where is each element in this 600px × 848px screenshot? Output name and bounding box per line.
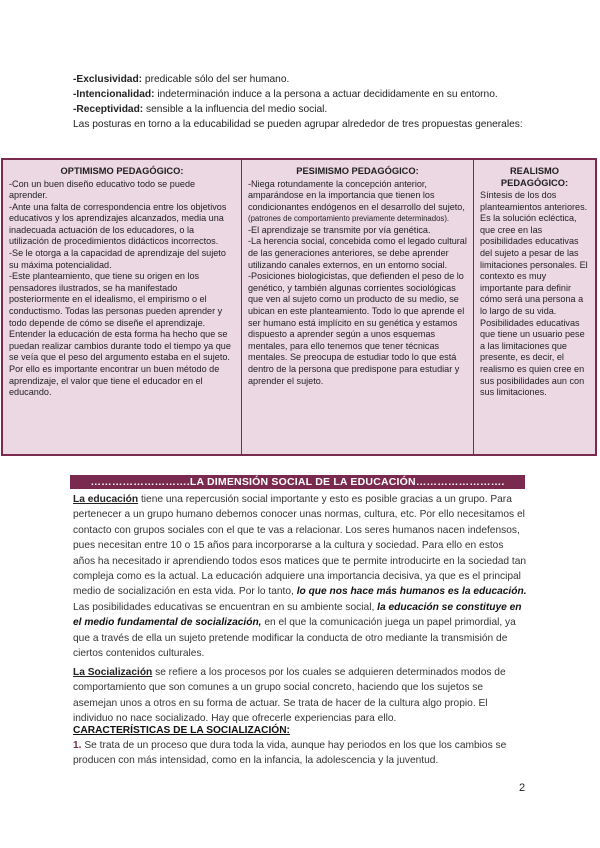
realismo-title: REALISMO PEDAGÓGICO: bbox=[500, 166, 569, 188]
page-number: 2 bbox=[519, 782, 526, 794]
intro-item-exclusividad: -Exclusividad: predicable sólo del ser humano. bbox=[73, 74, 290, 85]
pesimismo-column bbox=[241, 160, 473, 454]
optimismo-column bbox=[3, 160, 241, 454]
intro-item-receptividad: -Receptividad: sensible a la influencia del medio social. bbox=[73, 104, 328, 115]
section-banner: ……………………….LA DIMENSIÓN SOCIAL DE LA EDUCACIÓN……………………. bbox=[70, 475, 525, 489]
optimismo-text: -Con un buen diseño educativo todo se puede aprender. -Ante una falta de correspondencia entre los objetivos educativos y los aprendizajes alcanzados, media una inadecuada actuación de los educadores, o la utilización de procedimientos didácticos incorrectos. -Se le otorga a la capacidad de aprendizaje del sujeto su máxima potencialidad. -Este planteamiento, que tiene su origen en los pensadores ilustrados, se ha manifestado posteriormente en el idealismo, el empirismo o el conductismo. Todas las personas pueden aprender y todo depende de cómo se diseñe el aprendizaje. Entender la educación de esta forma ha hecho que se puedan realizar cambios durante todo el tiempo ya que se veía que el peso del argumento estaba en el sujeto. Por ello es importante encontrar un buen método de aprendizaje, el valor que tiene el educador en el educando. bbox=[9, 178, 231, 398]
intro-block bbox=[73, 72, 533, 132]
realismo-text: Síntesis de los dos planteamientos anteriores. Es la solución ecléctica, que cree en las posibilidades educativas del sujeto a pesar de las limitaciones personales. El contexto es muy importante para definir cómo será una persona a lo largo de su vida. Posibilidades educativas que tiene un usuario pese a las limitaciones que presente, es decir, el realismo es quien cree en sus posibilidades aun con sus limitaciones. bbox=[480, 190, 588, 398]
intro-closing: Las posturas en torno a la educabilidad se pueden agrupar alrededor de tres propuestas generales: bbox=[73, 119, 523, 130]
educacion-paragraph: La educación tiene una repercusión social importante y esto es posible gracias a un grupo. Para pertenecer a un grupo humano debemos conocer unas normas, cultura, etc. Por ello necesitamos el contacto con grupos sociales con el que te vas a relacionar. Los seres humanos nacen indefensos, pues necesitan entre 10 o 15 años para incorporarse a la cultura y sociedad. Para ello en estos años ha necesitado ir aprendiendo todos esos matices que te permite introducirte en la sociedad tan compleja como es la actual. La educación adquiere una importancia decisiva, ya que es el principal medio de socialización en esta vida. Por lo tanto, lo que nos hace más humanos es la educación. Las posibilidades educativas se encuentran en su ambiente social, la educación se constituye en el medio fundamental de socialización, en el que la comunicación juega un papel primordial, ya que a través de ella un sujeto pretende modificar la conducta de otro mediante la transmisión de ciertos contenidos culturales. bbox=[73, 494, 527, 660]
caracteristicas-item-1: 1. Se trata de un proceso que dura toda la vida, aunque hay periodos en los que los cambios se producen con más intensidad, como en la infancia, la adolescencia y la juventud. bbox=[73, 740, 507, 767]
intro-item-intencionalidad: -Intencionalidad: indeterminación induce a la persona a actuar decididamente en su entorno. bbox=[73, 89, 498, 100]
optimismo-title: OPTIMISMO PEDAGÓGICO: bbox=[60, 166, 184, 176]
pesimismo-text: -Niega rotundamente la concepción anterior, amparándose en la importancia que tienen los condicionantes endógenos en el desarrollo del sujeto, (patrones de comportamiento previamente determinados). bbox=[248, 178, 465, 224]
socializacion-paragraph: La Socialización se refiere a los procesos por los cuales se adquieren determinados modos de comportamiento que son comunes a un grupo social concreto, haciendo que los sujetos se asemejan unos a otros en su forma de actuar. Se trata de hacer de la cultura algo propio. El individuo no nace socializado. Hay que ofrecerle experiencias para ello. bbox=[73, 667, 506, 725]
pesimismo-title: PESIMISMO PEDAGÓGICO: bbox=[296, 166, 419, 176]
postures-table bbox=[1, 158, 597, 456]
socializacion-term: La Socialización bbox=[73, 667, 153, 678]
realismo-column bbox=[473, 160, 595, 454]
educacion-term: La educación bbox=[73, 494, 139, 505]
caracteristicas-heading: CARACTERÍSTICAS DE LA SOCIALIZACIÓN: bbox=[73, 725, 290, 736]
pesimismo-text-cont: -El aprendizaje se transmite por vía genética. -La herencia social, concebida como el legado cultural de las generaciones anteriores, se debe aprender utilizando canales externos, en un entorno social. -Posiciones biologicistas, que defienden el peso de lo genético, y también algunas corrientes sociológicas que ven al sujeto como un producto de su medio, se ubican en este planteamiento. Todo lo que aprende el ser humano está implícito en su genética y estamos dispuesto a aprender según a unos esquemas mentales, para ello tenemos que tener técnicas mentales. Se preocupa de estudiar todo lo que está dentro de la persona que predispone para estudiar y aprender el sujeto. bbox=[248, 224, 467, 386]
